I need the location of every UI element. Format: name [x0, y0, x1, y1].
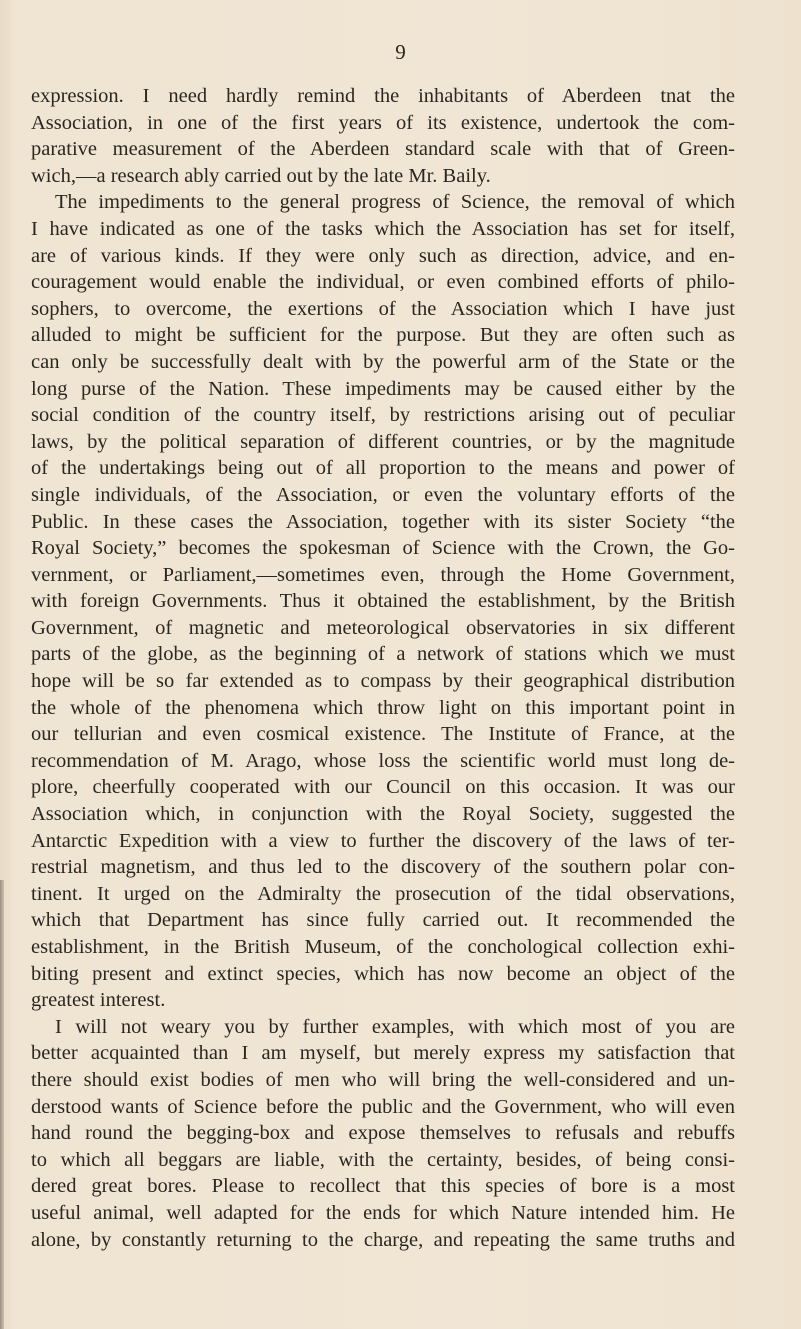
text-line: the whole of the phenomena which throw light on this important point in	[31, 696, 735, 719]
text-line: social condition of the country itself, by restrictions arising out of peculiar	[31, 404, 735, 427]
text-line: tinent. It urged on the Admiralty the prosecution of the tidal observations,	[31, 882, 735, 905]
text-line: vernment, or Parliament,—sometimes even, through the Home Government,	[31, 563, 735, 586]
text-line: single individuals, of the Association, or even the voluntary efforts of the	[31, 483, 735, 506]
text-line: our tellurian and even cosmical existence. The Institute of France, at the	[31, 723, 735, 746]
page-binding-edge	[0, 880, 4, 1329]
text-line: to which all beggars are liable, with the certainty, besides, of being consi-	[31, 1148, 735, 1171]
text-line: which that Department has since fully carried out. It recommended the	[31, 909, 735, 932]
text-line: can only be successfully dealt with by the powerful arm of the State or the	[31, 350, 735, 373]
text-line: Antarctic Expedition with a view to further the discovery of the laws of ter-	[31, 829, 735, 852]
text-line: with foreign Governments. Thus it obtained the establishment, by the British	[31, 590, 735, 613]
text-line: couragement would enable the individual, or even combined efforts of philo-	[31, 271, 735, 294]
body-text	[31, 83, 735, 1253]
text-line: alluded to might be sufficient for the purpose. But they are often such as	[31, 324, 735, 347]
text-line: parative measurement of the Aberdeen standard scale with that of Green-	[31, 138, 735, 161]
text-line: dered great bores. Please to recollect that this species of bore is a most	[31, 1175, 735, 1198]
text-line: alone, by constantly returning to the charge, and repeating the same truths and	[31, 1228, 735, 1251]
text-line: are of various kinds. If they were only such as direction, advice, and en-	[31, 244, 735, 267]
text-line: establishment, in the British Museum, of the conchological collection exhi-	[31, 936, 735, 958]
text-line: laws, by the political separation of different countries, or by the magnitude	[31, 430, 735, 453]
text-line: I have indicated as one of the tasks which the Association has set for itself,	[31, 217, 735, 240]
text-line: wich,—a research ably carried out by the late Mr. Baily.	[31, 164, 491, 187]
text-line: greatest interest.	[31, 989, 166, 1012]
text-line: better acquainted than I am myself, but merely express my satisfaction that	[31, 1042, 735, 1065]
text-line: expression. I need hardly remind the inhabitants of Aberdeen tnat the	[31, 85, 735, 107]
text-line: plore, cheerfully cooperated with our Council on this occasion. It was our	[31, 776, 735, 799]
text-line: Government, of magnetic and meteorological observatories in six different	[31, 616, 735, 639]
text-line: Public. In these cases the Association, together with its sister Society “the	[31, 510, 735, 533]
text-line: parts of the globe, as the beginning of a network of stations which we must	[31, 643, 735, 666]
text-line: long purse of the Nation. These impediments may be caused either by the	[31, 377, 735, 400]
text-line: useful animal, well adapted for the ends for which Nature intended him. He	[31, 1201, 735, 1224]
text-line: hope will be so far extended as to compass by their geographical distribution	[31, 670, 735, 693]
text-line: hand round the begging-box and expose themselves to refusals and rebuffs	[31, 1122, 735, 1145]
text-line: biting present and extinct species, which has now become an object of the	[31, 962, 735, 985]
text-line: Royal Society,” becomes the spokesman of Science with the Crown, the Go-	[31, 537, 735, 560]
text-line: of the undertakings being out of all proportion to the means and power of	[31, 457, 735, 480]
text-line: sophers, to overcome, the exertions of the Association which I have just	[31, 297, 735, 320]
text-line: derstood wants of Science before the public and the Government, who will even	[31, 1095, 735, 1118]
text-line: Association which, in conjunction with the Royal Society, suggested the	[31, 803, 735, 826]
text-line: Association, in one of the first years of its existence, undertook the com-	[31, 111, 735, 134]
text-line: recommendation of M. Arago, whose loss the scientific world must long de-	[31, 749, 735, 772]
text-line: restrial magnetism, and thus led to the discovery of the southern polar con-	[31, 856, 735, 879]
page-number: 9	[395, 40, 406, 64]
text-line: there should exist bodies of men who will bring the well-considered and un-	[31, 1068, 735, 1091]
text-line: I will not weary you by further examples, with which most of you are	[55, 1015, 735, 1038]
text-line: The impediments to the general progress of Science, the removal of which	[55, 191, 735, 214]
